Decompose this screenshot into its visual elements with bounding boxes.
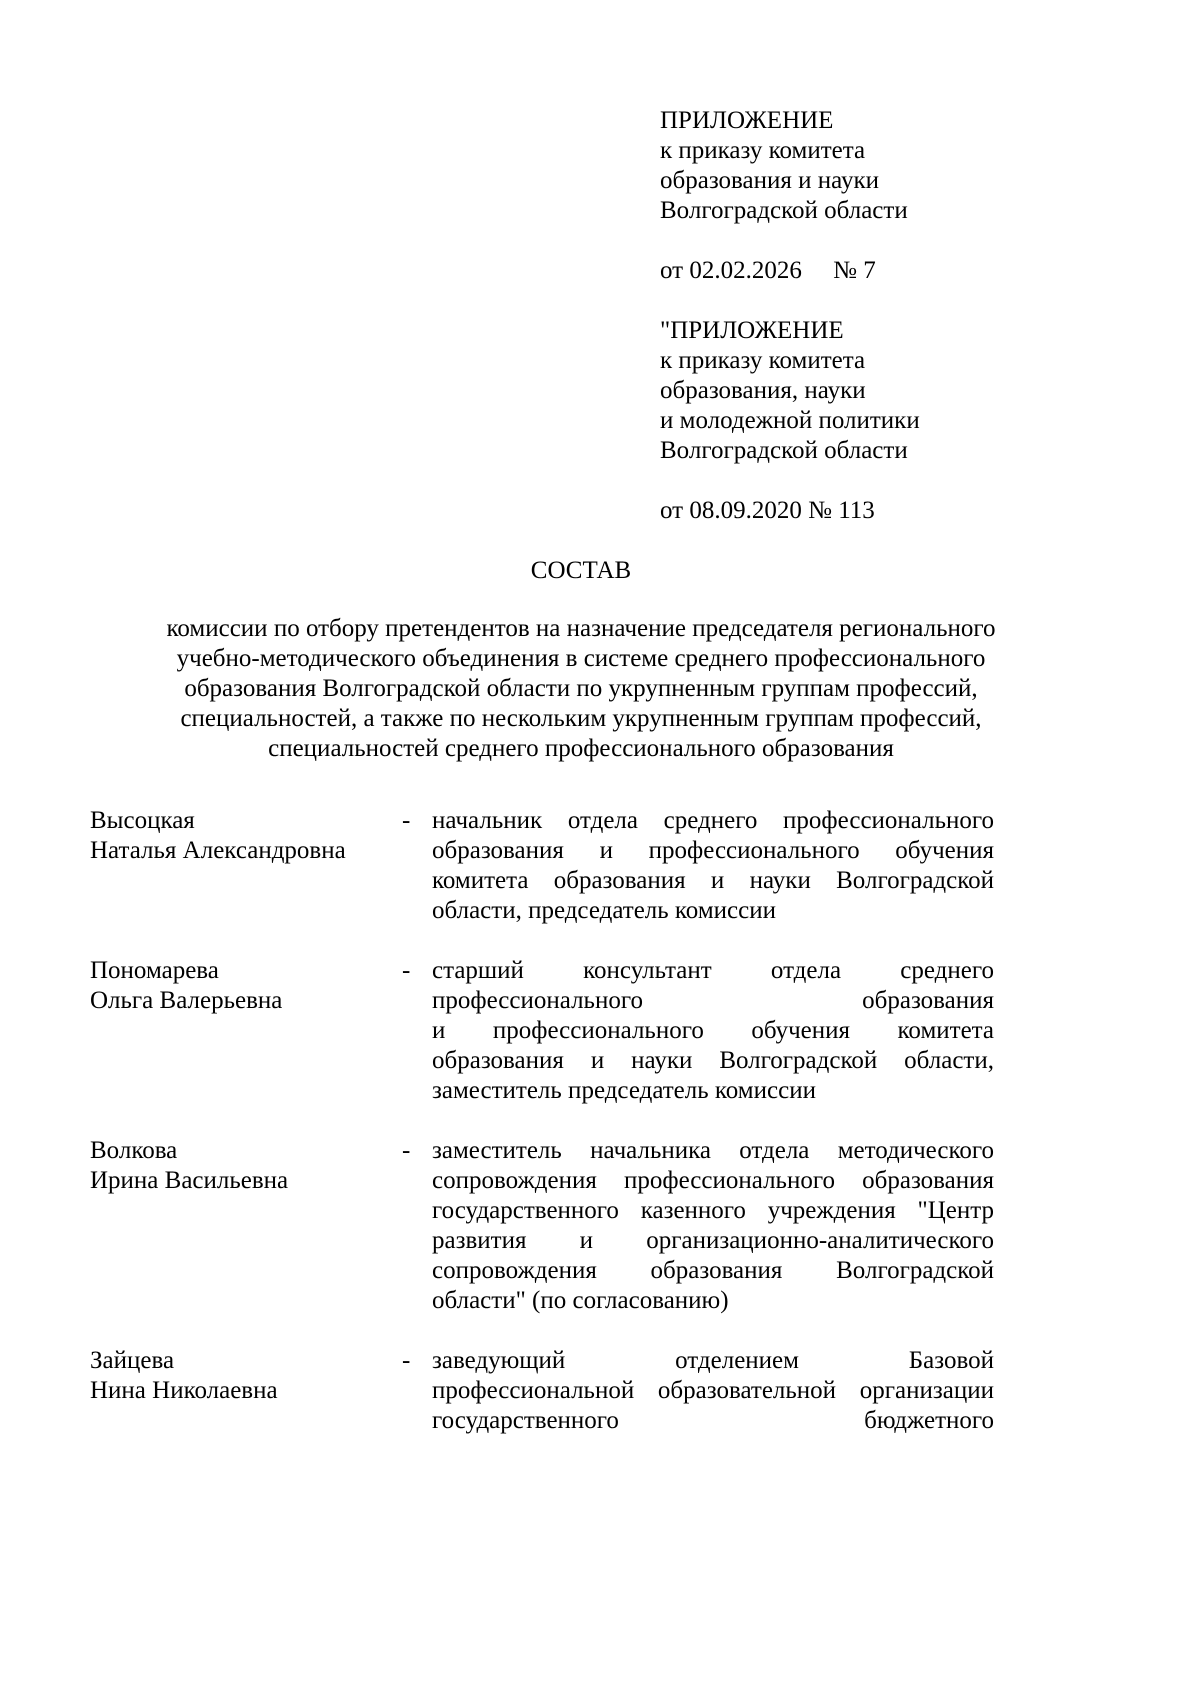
role-line: образования и профессионального обучения xyxy=(432,837,994,864)
role-line: сопровождения образования Волгоградской xyxy=(432,1257,994,1284)
subtitle-line: учебно-методического объединения в системе среднего профессионального xyxy=(176,645,986,672)
appendix-date-original: от 08.09.2020 № 113 xyxy=(660,497,875,524)
role-line: и профессионального обучения комитета xyxy=(432,1017,994,1044)
role-line: начальник отдела среднего профессионального xyxy=(432,807,994,834)
member-given-name: Наталья Александровна xyxy=(90,837,346,864)
appendix-line: образования и науки xyxy=(660,167,879,194)
member-role xyxy=(432,956,994,1106)
member-surname: Пономарева xyxy=(90,957,219,984)
document-title: СОСТАВ xyxy=(530,557,632,584)
appendix-line: ПРИЛОЖЕНИЕ xyxy=(660,107,834,134)
member-name xyxy=(90,1136,390,1196)
subtitle-line: образования Волгоградской области по укрупненным группам профессий, xyxy=(184,675,978,702)
appendix-date-current: от 02.02.2026 № 7 xyxy=(660,257,876,284)
role-line: государственного бюджетного xyxy=(432,1407,994,1434)
appendix-line: образования, науки xyxy=(660,377,866,404)
member-role xyxy=(432,1136,994,1316)
subtitle-line: специальностей, а также по нескольким укрупненным группам профессий, xyxy=(180,705,982,732)
member-name xyxy=(90,806,390,866)
appendix-line: и молодежной политики xyxy=(660,407,920,434)
member-dash: - xyxy=(402,1137,411,1164)
member-given-name: Ольга Валерьевна xyxy=(90,987,283,1014)
subtitle-line: специальностей среднего профессионального образования xyxy=(268,735,894,762)
role-line: профессионального образования xyxy=(432,987,994,1014)
member-given-name: Нина Николаевна xyxy=(90,1377,278,1404)
appendix-header-original xyxy=(660,316,920,466)
appendix-line: Волгоградской области xyxy=(660,197,908,224)
appendix-header-current xyxy=(660,106,908,226)
member-dash: - xyxy=(402,807,411,834)
role-line: государственного казенного учреждения "Центр xyxy=(432,1197,994,1224)
member-role xyxy=(432,1346,994,1436)
role-line: развития и организационно-аналитического xyxy=(432,1227,994,1254)
member-given-name: Ирина Васильевна xyxy=(90,1167,289,1194)
role-line: заместитель председатель комиссии xyxy=(432,1077,816,1104)
member-surname: Высоцкая xyxy=(90,807,195,834)
role-line: сопровождения профессионального образования xyxy=(432,1167,994,1194)
member-dash: - xyxy=(402,1347,411,1374)
appendix-line: к приказу комитета xyxy=(660,137,866,164)
role-line: комитета образования и науки Волгоградской xyxy=(432,867,994,894)
appendix-line: к приказу комитета xyxy=(660,347,866,374)
role-line: области" (по согласованию) xyxy=(432,1287,729,1314)
role-line: профессиональной образовательной организации xyxy=(432,1377,994,1404)
role-line: заместитель начальника отдела методического xyxy=(432,1137,994,1164)
role-line: старший консультант отдела среднего xyxy=(432,957,994,984)
appendix-line: Волгоградской области xyxy=(660,437,908,464)
subtitle-line: комиссии по отбору претендентов на назначение председателя регионального xyxy=(166,615,996,642)
role-line: заведующий отделением Базовой xyxy=(432,1347,994,1374)
appendix-line: "ПРИЛОЖЕНИЕ xyxy=(660,317,844,344)
member-name xyxy=(90,956,390,1016)
role-line: образования и науки Волгоградской области, xyxy=(432,1047,994,1074)
member-name xyxy=(90,1346,390,1406)
document-subtitle xyxy=(140,614,1022,764)
role-line: области, председатель комиссии xyxy=(432,897,776,924)
member-role xyxy=(432,806,994,926)
member-surname: Зайцева xyxy=(90,1347,175,1374)
member-dash: - xyxy=(402,957,411,984)
member-surname: Волкова xyxy=(90,1137,178,1164)
